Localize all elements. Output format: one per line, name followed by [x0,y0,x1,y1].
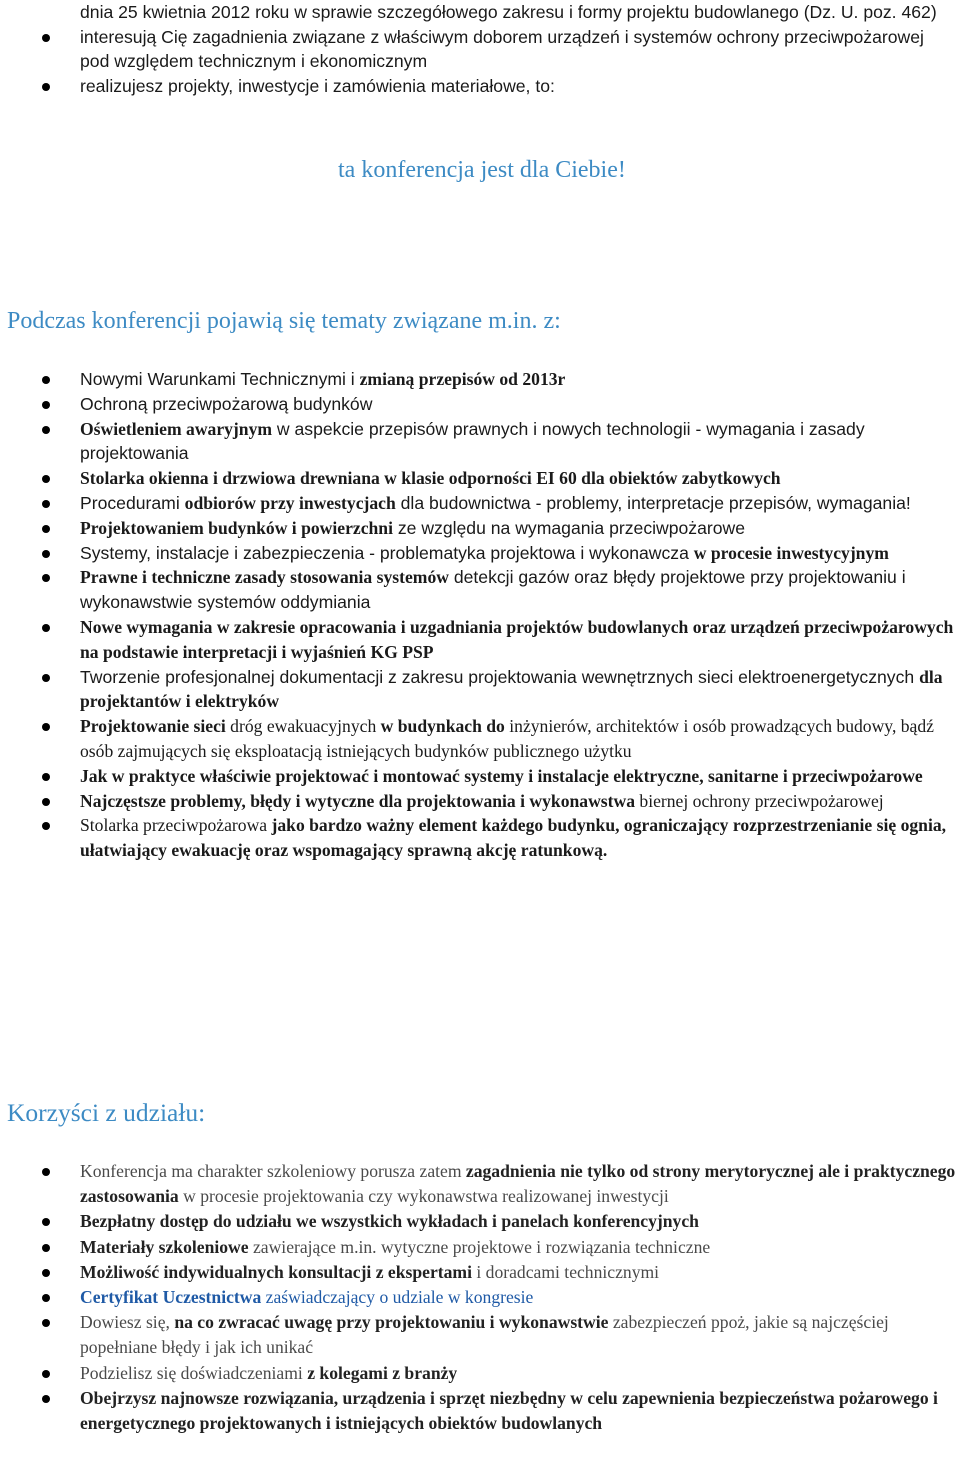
topic-item-text: Nowe wymagania w zakresie opracowania i uzgadniania projektów budowlanych oraz urządzeń przeciwpożarowych na podstawie interpretacji i wyjaśnień KG PSP [80,616,954,662]
benefit-item [38,1209,960,1234]
bullet-icon [42,401,50,409]
topic-item-text: inżynierów, architektów i osób prowadzących budowy, bądź osób zajmujących się eksploatacją istniejących budynków publicznego użytku [80,716,934,761]
topic-item [38,714,958,764]
tagline: ta konferencja jest dla Ciebie! [338,157,626,183]
topic-item-text: ze względu na wymagania przeciwpożarowe [392,517,746,538]
topic-item-text: zmianą przepisów od 2013r [359,369,566,389]
benefit-item-text: Materiały szkoleniowe [80,1236,249,1257]
intro-item [38,25,953,74]
topic-item-text: odbiorów przy inwestycjach [184,492,396,513]
benefit-item [38,1386,960,1436]
benefit-item-text: w procesie projektowania czy wykonawstwa realizowanej inwestycji [178,1186,669,1207]
bullet-icon [42,426,50,434]
intro-list [38,0,953,98]
bullet-icon [42,574,50,582]
benefit-item-text: Konferencja ma charakter szkoleniowy porusza zatem [80,1161,466,1181]
bullet-icon [42,1370,50,1378]
topic-item [38,516,958,541]
benefit-item-text: Możliwość indywidualnych konsultacji z ekspertami [80,1261,472,1282]
bullet-icon [42,1319,50,1327]
bullet-icon [42,1395,50,1403]
benefit-item-text: Bezpłatny dostęp do udziału we wszystkich wykładach i panelach konferencyjnych [80,1211,699,1232]
bullet-icon [42,1168,50,1176]
bullet-icon [42,723,50,731]
topic-item-text: Projektowanie sieci [80,716,226,737]
topic-item-text: dla budownictwa - problemy, interpretacje przepisów, wymagania! [395,492,911,513]
bullet-icon [42,822,50,830]
topic-item-text: w budynkach do [380,716,505,737]
bullet-icon [42,83,50,91]
topic-item-text: w aspekcie przepisów prawnych i nowych technologii - wymagania i zasady projektowania [80,418,865,464]
bullet-icon [42,1244,50,1252]
topic-item [38,417,958,467]
intro-item-text: dnia 25 kwietnia 2012 roku w sprawie szczegółowego zakresu i formy projektu budowlanego (Dz. U. poz. 462) [80,2,937,22]
topic-item-text: Prawne i techniczne zasady stosowania systemów [80,567,449,588]
benefit-item [38,1235,960,1260]
bullet-icon [42,376,50,384]
benefit-item-text: zaświadczający o udziale w kongresie [261,1287,534,1308]
topics-list [38,367,958,863]
topic-item-text: Stolarka przeciwpożarowa [80,815,272,836]
topic-item [38,813,958,863]
bullet-icon [42,624,50,632]
benefit-item-text: i doradcami technicznymi [471,1261,660,1282]
topic-item [38,665,958,715]
benefit-item-text: Dowiesz się, [80,1312,175,1333]
bullet-icon [42,674,50,682]
topic-item-text: dróg ewakuacyjnych [225,716,381,737]
benefit-item-text: zagadnienia nie tylko od strony merytorycznej ale i praktycznego zastosowania [80,1161,956,1207]
topic-item-text: Nowymi Warunkami Technicznymi i [80,369,360,389]
topic-item-text: Stolarka okienna i drzwiowa drewniana w klasie odporności EI 60 dla obiektów zabytkowych [80,468,781,489]
topics-heading: Podczas konferencji pojawią się tematy związane m.in. z: [7,308,561,334]
topic-item [38,764,958,789]
topic-item-text: biernej ochrony przeciwpożarowej [635,790,884,811]
bullet-icon [42,773,50,781]
bullet-icon [42,500,50,508]
topic-item [38,565,958,615]
topic-item [38,367,958,392]
bullet-icon [42,475,50,483]
bullet-icon [42,798,50,806]
topic-item [38,789,958,814]
topic-item [38,541,958,566]
topic-item-text: Tworzenie profesjonalnej dokumentacji z zakresu projektowania wewnętrznych sieci elektroenergetycznych [80,666,920,687]
intro-item [38,74,953,99]
bullet-icon [42,1294,50,1302]
topic-item-text: Jak w praktyce właściwie projektować i montować systemy i instalacje elektryczne, sanitarne i przeciwpożarowe [80,765,923,786]
benefit-item [38,1159,960,1209]
topic-item [38,466,958,491]
benefit-item [38,1260,960,1285]
benefits-list [38,1159,960,1436]
intro-item-text: interesują Cię zagadnienia związane z właściwym doborem urządzeń i systemów ochrony przeciwpożarowej pod względem technicznym i ekonomicznym [80,26,924,71]
benefit-item-text: zawierające m.in. wytyczne projektowe i rozwiązania techniczne [248,1236,711,1257]
topic-item-text: Najczęstsze problemy, błędy i wytyczne dla projektowania i wykonawstwa [80,790,635,811]
topic-item-text: detekcji gazów oraz błędy projektowe przy projektowaniu i wykonawstwie systemów oddymiania [80,567,906,613]
topic-item-text: w procesie inwestycyjnym [693,542,889,563]
topic-item-text: dla projektantów i elektryków [80,666,943,712]
topic-item [38,491,958,516]
topic-item-text: jako bardzo ważny element każdego budynku, ograniczający rozprzestrzenianie się ognia, ułatwiający ewakuację oraz wspomagający sprawną akcję ratunkową. [80,815,947,861]
bullet-icon [42,1218,50,1226]
benefit-item-text: Obejrzysz najnowsze rozwiązania, urządzenia i sprzęt niezbędny w celu zapewnienia bezpieczeństwa pożarowego i energetycznego projektowanych i istniejących obiektów budowlanych [80,1387,938,1434]
topic-item-text: Oświetleniem awaryjnym [80,418,273,439]
bullet-icon [42,1269,50,1277]
benefit-item [38,1361,960,1386]
intro-item-text: realizujesz projekty, inwestycje i zamówienia materiałowe, to: [80,75,555,96]
topic-item-text: Ochroną przeciwpożarową budynków [80,393,373,414]
bullet-icon [42,525,50,533]
benefit-item-text: na co zwracać uwagę przy projektowaniu i wykonawstwie [174,1312,609,1333]
topic-item-text: Procedurami [80,492,185,513]
benefit-item [38,1285,960,1310]
benefit-item-text: Podzielisz się doświadczeniami [80,1362,308,1383]
topic-item [38,392,958,417]
topic-item [38,615,958,665]
benefit-item-text: z kolegami z branży [307,1362,458,1383]
benefits-heading: Korzyści z udziału: [7,1098,206,1127]
benefit-item-text: zabezpieczeń ppoż, jakie są najczęściej popełniane błędy i jak ich unikać [80,1312,889,1358]
intro-item [38,0,953,25]
topic-item-text: Projektowaniem budynków i powierzchni [80,517,393,538]
topic-item-text: Systemy, instalacje i zabezpieczenia - problematyka projektowa i wykonawcza [80,542,694,563]
benefit-item [38,1310,960,1360]
bullet-icon [42,550,50,558]
benefit-item-text: Certyfikat Uczestnictwa [80,1287,262,1308]
bullet-icon [42,34,50,42]
